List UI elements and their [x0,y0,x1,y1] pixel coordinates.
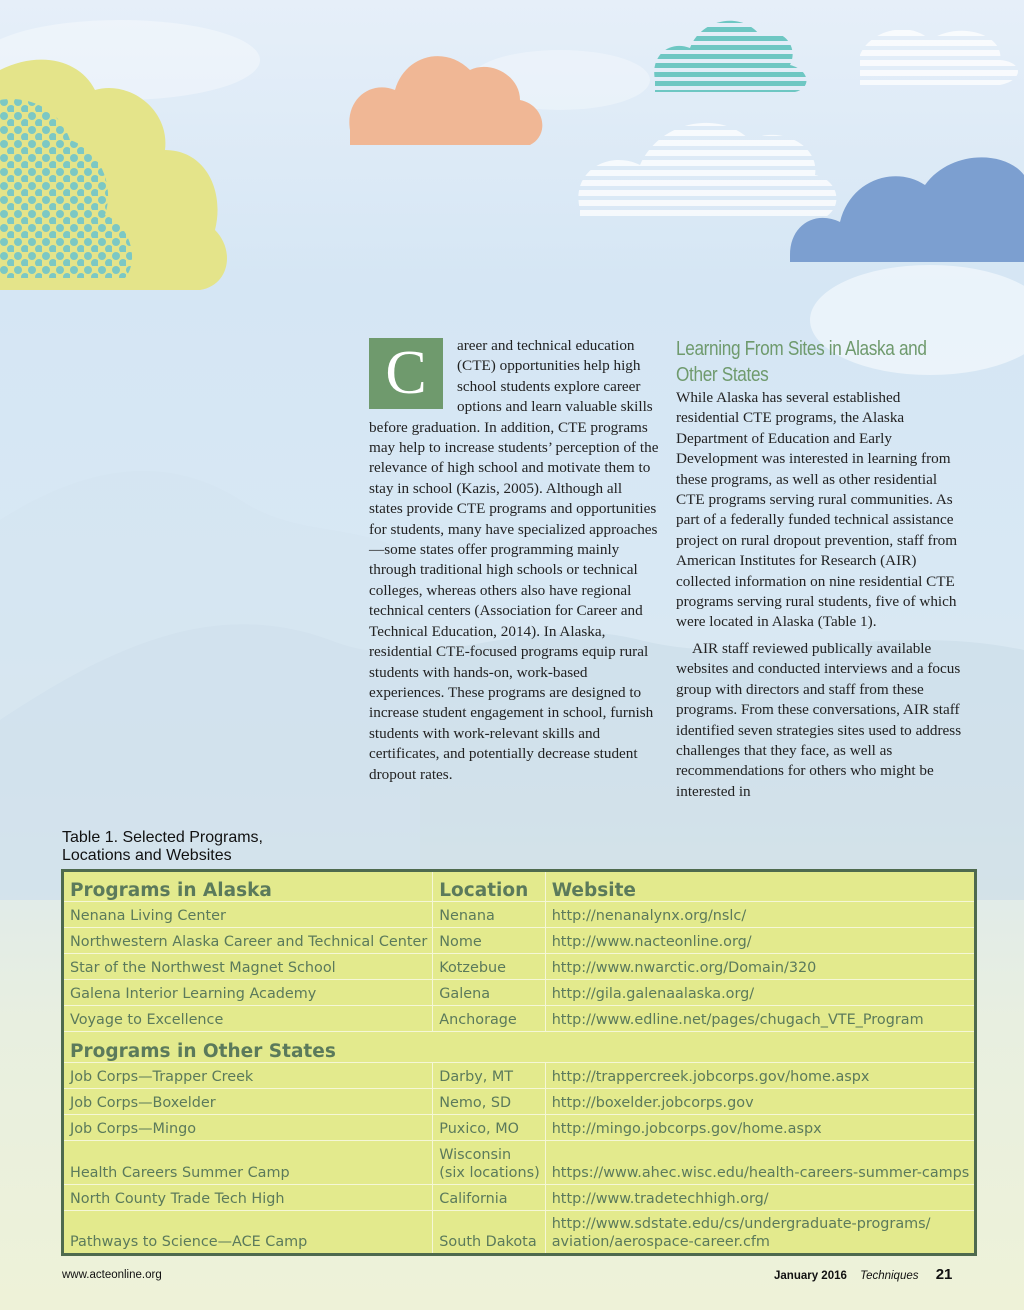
drop-cap: C [369,338,443,409]
table-row [63,1185,976,1211]
caption-line: Locations and Websites [62,847,232,864]
program-cell: Pathways to Science—ACE Camp [63,1211,433,1255]
table-row [63,902,976,928]
website-line: aviation/aerospace-career.cfm [551,1233,770,1250]
program-cell: Job Corps—Boxelder [63,1089,433,1115]
intro-paragraph: areer and technical education (CTE) opportunities help high school students explore career options and learn valuable skills before graduation. In addition, CTE programs may help to increase students’ perception of the relevance of high school and motivate them to stay in school (Kazis, 2005). Although all states provide CTE programs and opportunities for students, many have specialized approaches—some states offer programming mainly through traditional high schools or technical colleges, whereas others also have regional technical centers (Association for Career and Technical Education, 2014). In Alaska, residential CTE-focused programs equip rural students with hands-on, work-based experiences. These programs are designed to increase student engagement in school, furnish students with work-relevant skills and certificates, and potentially decrease student dropout rates. [369,337,659,783]
program-cell: Job Corps—Mingo [63,1115,433,1141]
website-cell: http://www.edline.net/pages/chugach_VTE_Program [545,1006,976,1032]
location-cell: Puxico, MO [433,1115,545,1141]
website-cell: http://nenanalynx.org/nslc/ [545,902,976,928]
website-cell: http://boxelder.jobcorps.gov [545,1089,976,1115]
paragraph: While Alaska has several established residential CTE programs, the Alaska Department of Education and Early Development was interested in learning from these programs, as well as other residential CTE programs serving rural communities. As part of a federally funded technical assistance project on rural dropout prevention, staff from American Institutes for Research (AIR) collected information on nine residential CTE programs serving rural students, five of which were located in Alaska (Table 1). [676,389,958,631]
location-cell: Anchorage [433,1006,545,1032]
location-cell: Nemo, SD [433,1089,545,1115]
footer-date: January 2016 [774,1270,847,1282]
yellow-cloud [0,60,227,290]
caption-line: Table 1. Selected Programs, [62,829,263,846]
program-cell: Health Careers Summer Camp [63,1141,433,1185]
header-programs-alaska: Programs in Alaska [63,871,433,902]
article-column-2 [676,388,966,802]
article-column-1 [369,336,659,785]
page-number: 21 [935,1266,953,1283]
table-row [63,1063,976,1089]
location-cell [433,1141,545,1185]
program-cell: Voyage to Excellence [63,1006,433,1032]
header-programs-other: Programs in Other States [63,1032,976,1063]
location-cell: Kotzebue [433,954,545,980]
table-subheader-row [63,1032,976,1063]
location-cell: Nenana [433,902,545,928]
location-cell: California [433,1185,545,1211]
program-cell: Northwestern Alaska Career and Technical Center [63,928,433,954]
website-cell: http://mingo.jobcorps.gov/home.aspx [545,1115,976,1141]
table-row [63,980,976,1006]
website-cell: http://www.nwarctic.org/Domain/320 [545,954,976,980]
program-cell: Galena Interior Learning Academy [63,980,433,1006]
table-row [63,954,976,980]
location-cell: South Dakota [433,1211,545,1255]
website-cell: http://www.nacteonline.org/ [545,928,976,954]
location-cell: Galena [433,980,545,1006]
program-cell: Job Corps—Trapper Creek [63,1063,433,1089]
website-cell: https://www.ahec.wisc.edu/health-careers-summer-camps [545,1141,976,1185]
paragraph: AIR staff reviewed publically available websites and conducted interviews and a focus group with directors and staff from these programs. From these conversations, AIR staff identified seven strategies sites used to address challenges that they face, as well as recommendations for others who might be interested in [676,639,962,800]
location-cell: Nome [433,928,545,954]
table-row [63,1006,976,1032]
website-cell: http://gila.galenaalaska.org/ [545,980,976,1006]
location-line: (six locations) [439,1164,540,1181]
table-row [63,1211,976,1255]
footer-folio [774,1266,952,1283]
website-cell [545,1211,976,1255]
program-cell: Star of the Northwest Magnet School [63,954,433,980]
table-header-row [63,871,976,902]
header-location: Location [433,871,545,902]
location-cell: Darby, MT [433,1063,545,1089]
section-heading: Learning From Sites in Alaska and Other States [676,338,927,386]
table-row [63,1141,976,1185]
website-cell: http://trappercreek.jobcorps.gov/home.aspx [545,1063,976,1089]
program-cell: North County Trade Tech High [63,1185,433,1211]
website-line: http://www.sdstate.edu/cs/undergraduate-programs/ [551,1216,931,1232]
header-website: Website [545,871,976,902]
table-caption [62,829,322,865]
footer-magazine: Techniques [860,1270,919,1282]
programs-table [61,869,977,1256]
table-row [63,1089,976,1115]
location-line: Wisconsin [439,1147,512,1163]
footer-url: www.acteonline.org [62,1269,162,1281]
program-cell: Nenana Living Center [63,902,433,928]
table-row [63,928,976,954]
table-row [63,1115,976,1141]
teal-striped-cloud [654,21,806,92]
website-cell: http://www.tradetechhigh.org/ [545,1185,976,1211]
